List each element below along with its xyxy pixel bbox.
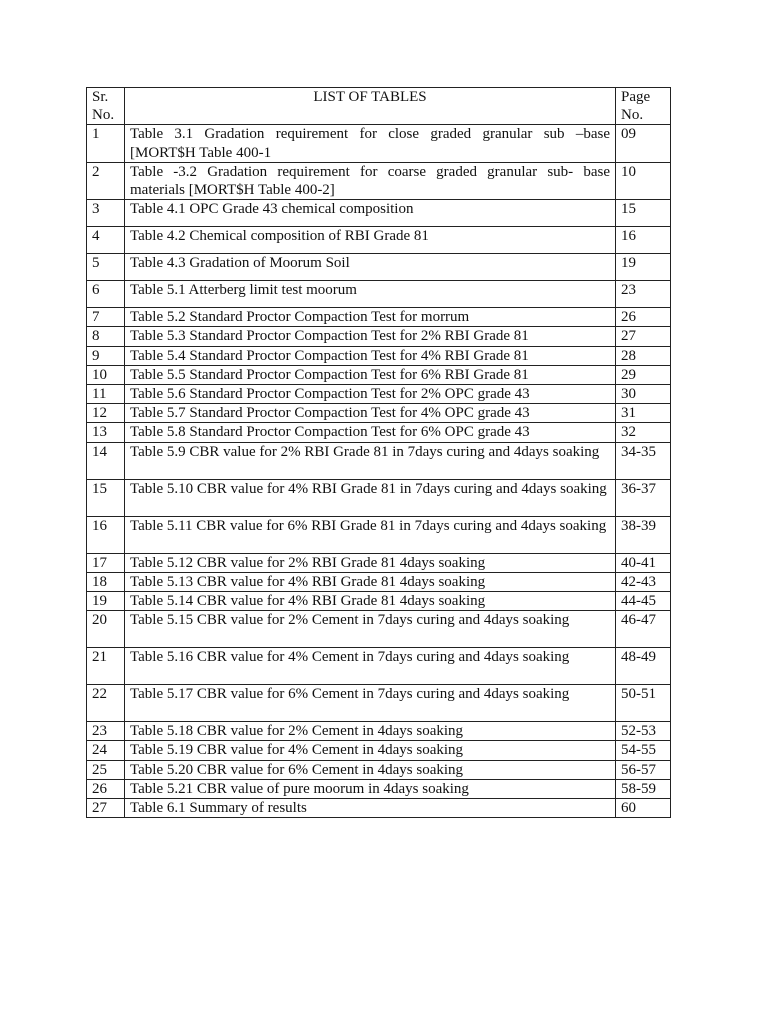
row-title: Table 5.20 CBR value for 6% Cement in 4days soaking xyxy=(125,760,616,779)
row-page-no: 19 xyxy=(616,254,671,281)
row-page-no: 23 xyxy=(616,281,671,308)
row-sr-no: 11 xyxy=(87,385,125,404)
row-sr-no: 7 xyxy=(87,308,125,327)
header-row xyxy=(87,88,671,125)
table-row xyxy=(87,722,671,741)
row-title: Table -3.2 Gradation requirement for coarse graded granular sub- base materials [MORT$H Table 400-2] xyxy=(125,162,616,199)
row-page-no: 58-59 xyxy=(616,779,671,798)
table-row xyxy=(87,648,671,685)
row-title: Table 4.2 Chemical composition of RBI Grade 81 xyxy=(125,227,616,254)
row-page-no: 31 xyxy=(616,404,671,423)
header-page-no: Page No. xyxy=(616,88,671,125)
row-sr-no: 13 xyxy=(87,423,125,442)
row-sr-no: 25 xyxy=(87,760,125,779)
table-row xyxy=(87,479,671,516)
row-title: Table 5.2 Standard Proctor Compaction Test for morrum xyxy=(125,308,616,327)
table-row xyxy=(87,611,671,648)
row-sr-no: 23 xyxy=(87,722,125,741)
row-page-no: 28 xyxy=(616,346,671,365)
row-title: Table 5.17 CBR value for 6% Cement in 7days curing and 4days soaking xyxy=(125,685,616,722)
row-title: Table 4.1 OPC Grade 43 chemical composition xyxy=(125,200,616,227)
table-row xyxy=(87,779,671,798)
list-of-tables xyxy=(86,87,671,818)
row-title: Table 5.18 CBR value for 2% Cement in 4days soaking xyxy=(125,722,616,741)
table-row xyxy=(87,592,671,611)
row-page-no: 10 xyxy=(616,162,671,199)
table-row xyxy=(87,442,671,479)
row-page-no: 30 xyxy=(616,385,671,404)
table-row xyxy=(87,553,671,572)
row-sr-no: 5 xyxy=(87,254,125,281)
row-title: Table 3.1 Gradation requirement for close graded granular sub –base [MORT$H Table 400-1 xyxy=(125,125,616,162)
row-page-no: 52-53 xyxy=(616,722,671,741)
row-sr-no: 8 xyxy=(87,327,125,346)
row-sr-no: 12 xyxy=(87,404,125,423)
row-page-no: 42-43 xyxy=(616,572,671,591)
row-sr-no: 19 xyxy=(87,592,125,611)
table-body xyxy=(87,125,671,818)
row-sr-no: 2 xyxy=(87,162,125,199)
row-sr-no: 14 xyxy=(87,442,125,479)
row-page-no: 50-51 xyxy=(616,685,671,722)
table-row xyxy=(87,162,671,199)
row-title: Table 5.21 CBR value of pure moorum in 4days soaking xyxy=(125,779,616,798)
row-title: Table 5.16 CBR value for 4% Cement in 7days curing and 4days soaking xyxy=(125,648,616,685)
row-title: Table 5.8 Standard Proctor Compaction Test for 6% OPC grade 43 xyxy=(125,423,616,442)
row-title: Table 5.6 Standard Proctor Compaction Test for 2% OPC grade 43 xyxy=(125,385,616,404)
row-sr-no: 26 xyxy=(87,779,125,798)
row-page-no: 29 xyxy=(616,365,671,384)
row-page-no: 36-37 xyxy=(616,479,671,516)
row-page-no: 56-57 xyxy=(616,760,671,779)
row-sr-no: 21 xyxy=(87,648,125,685)
row-sr-no: 16 xyxy=(87,516,125,553)
row-page-no: 38-39 xyxy=(616,516,671,553)
row-sr-no: 15 xyxy=(87,479,125,516)
table-row xyxy=(87,404,671,423)
row-title: Table 5.1 Atterberg limit test moorum xyxy=(125,281,616,308)
row-page-no: 46-47 xyxy=(616,611,671,648)
row-title: Table 5.7 Standard Proctor Compaction Test for 4% OPC grade 43 xyxy=(125,404,616,423)
table-row xyxy=(87,385,671,404)
table-row xyxy=(87,308,671,327)
row-title: Table 5.11 CBR value for 6% RBI Grade 81 in 7days curing and 4days soaking xyxy=(125,516,616,553)
row-sr-no: 18 xyxy=(87,572,125,591)
row-title: Table 5.14 CBR value for 4% RBI Grade 81 4days soaking xyxy=(125,592,616,611)
row-sr-no: 3 xyxy=(87,200,125,227)
row-title: Table 5.9 CBR value for 2% RBI Grade 81 in 7days curing and 4days soaking xyxy=(125,442,616,479)
table-row xyxy=(87,346,671,365)
row-sr-no: 17 xyxy=(87,553,125,572)
row-page-no: 26 xyxy=(616,308,671,327)
row-title: Table 5.3 Standard Proctor Compaction Test for 2% RBI Grade 81 xyxy=(125,327,616,346)
row-title: Table 5.13 CBR value for 4% RBI Grade 81 4days soaking xyxy=(125,572,616,591)
row-sr-no: 6 xyxy=(87,281,125,308)
row-title: Table 5.12 CBR value for 2% RBI Grade 81 4days soaking xyxy=(125,553,616,572)
table-row xyxy=(87,227,671,254)
row-page-no: 40-41 xyxy=(616,553,671,572)
row-sr-no: 4 xyxy=(87,227,125,254)
row-sr-no: 10 xyxy=(87,365,125,384)
row-page-no: 34-35 xyxy=(616,442,671,479)
row-sr-no: 20 xyxy=(87,611,125,648)
row-page-no: 48-49 xyxy=(616,648,671,685)
table-row xyxy=(87,572,671,591)
row-title: Table 4.3 Gradation of Moorum Soil xyxy=(125,254,616,281)
header-list-of-tables: LIST OF TABLES xyxy=(125,88,616,125)
row-page-no: 09 xyxy=(616,125,671,162)
row-page-no: 15 xyxy=(616,200,671,227)
row-title: Table 5.5 Standard Proctor Compaction Test for 6% RBI Grade 81 xyxy=(125,365,616,384)
table-row xyxy=(87,685,671,722)
table-row xyxy=(87,516,671,553)
row-title: Table 5.10 CBR value for 4% RBI Grade 81 in 7days curing and 4days soaking xyxy=(125,479,616,516)
row-page-no: 32 xyxy=(616,423,671,442)
row-page-no: 27 xyxy=(616,327,671,346)
row-page-no: 44-45 xyxy=(616,592,671,611)
table-row xyxy=(87,200,671,227)
header-sr-no: Sr. No. xyxy=(87,88,125,125)
table-row xyxy=(87,327,671,346)
row-page-no: 54-55 xyxy=(616,741,671,760)
row-sr-no: 9 xyxy=(87,346,125,365)
table-row xyxy=(87,799,671,818)
row-page-no: 16 xyxy=(616,227,671,254)
table-row xyxy=(87,125,671,162)
table-row xyxy=(87,281,671,308)
table-row xyxy=(87,254,671,281)
row-title: Table 5.4 Standard Proctor Compaction Test for 4% RBI Grade 81 xyxy=(125,346,616,365)
table-row xyxy=(87,760,671,779)
row-sr-no: 27 xyxy=(87,799,125,818)
row-sr-no: 1 xyxy=(87,125,125,162)
table-row xyxy=(87,365,671,384)
table-row xyxy=(87,423,671,442)
row-sr-no: 24 xyxy=(87,741,125,760)
row-page-no: 60 xyxy=(616,799,671,818)
row-title: Table 5.15 CBR value for 2% Cement in 7days curing and 4days soaking xyxy=(125,611,616,648)
row-title: Table 6.1 Summary of results xyxy=(125,799,616,818)
row-sr-no: 22 xyxy=(87,685,125,722)
row-title: Table 5.19 CBR value for 4% Cement in 4days soaking xyxy=(125,741,616,760)
table-row xyxy=(87,741,671,760)
